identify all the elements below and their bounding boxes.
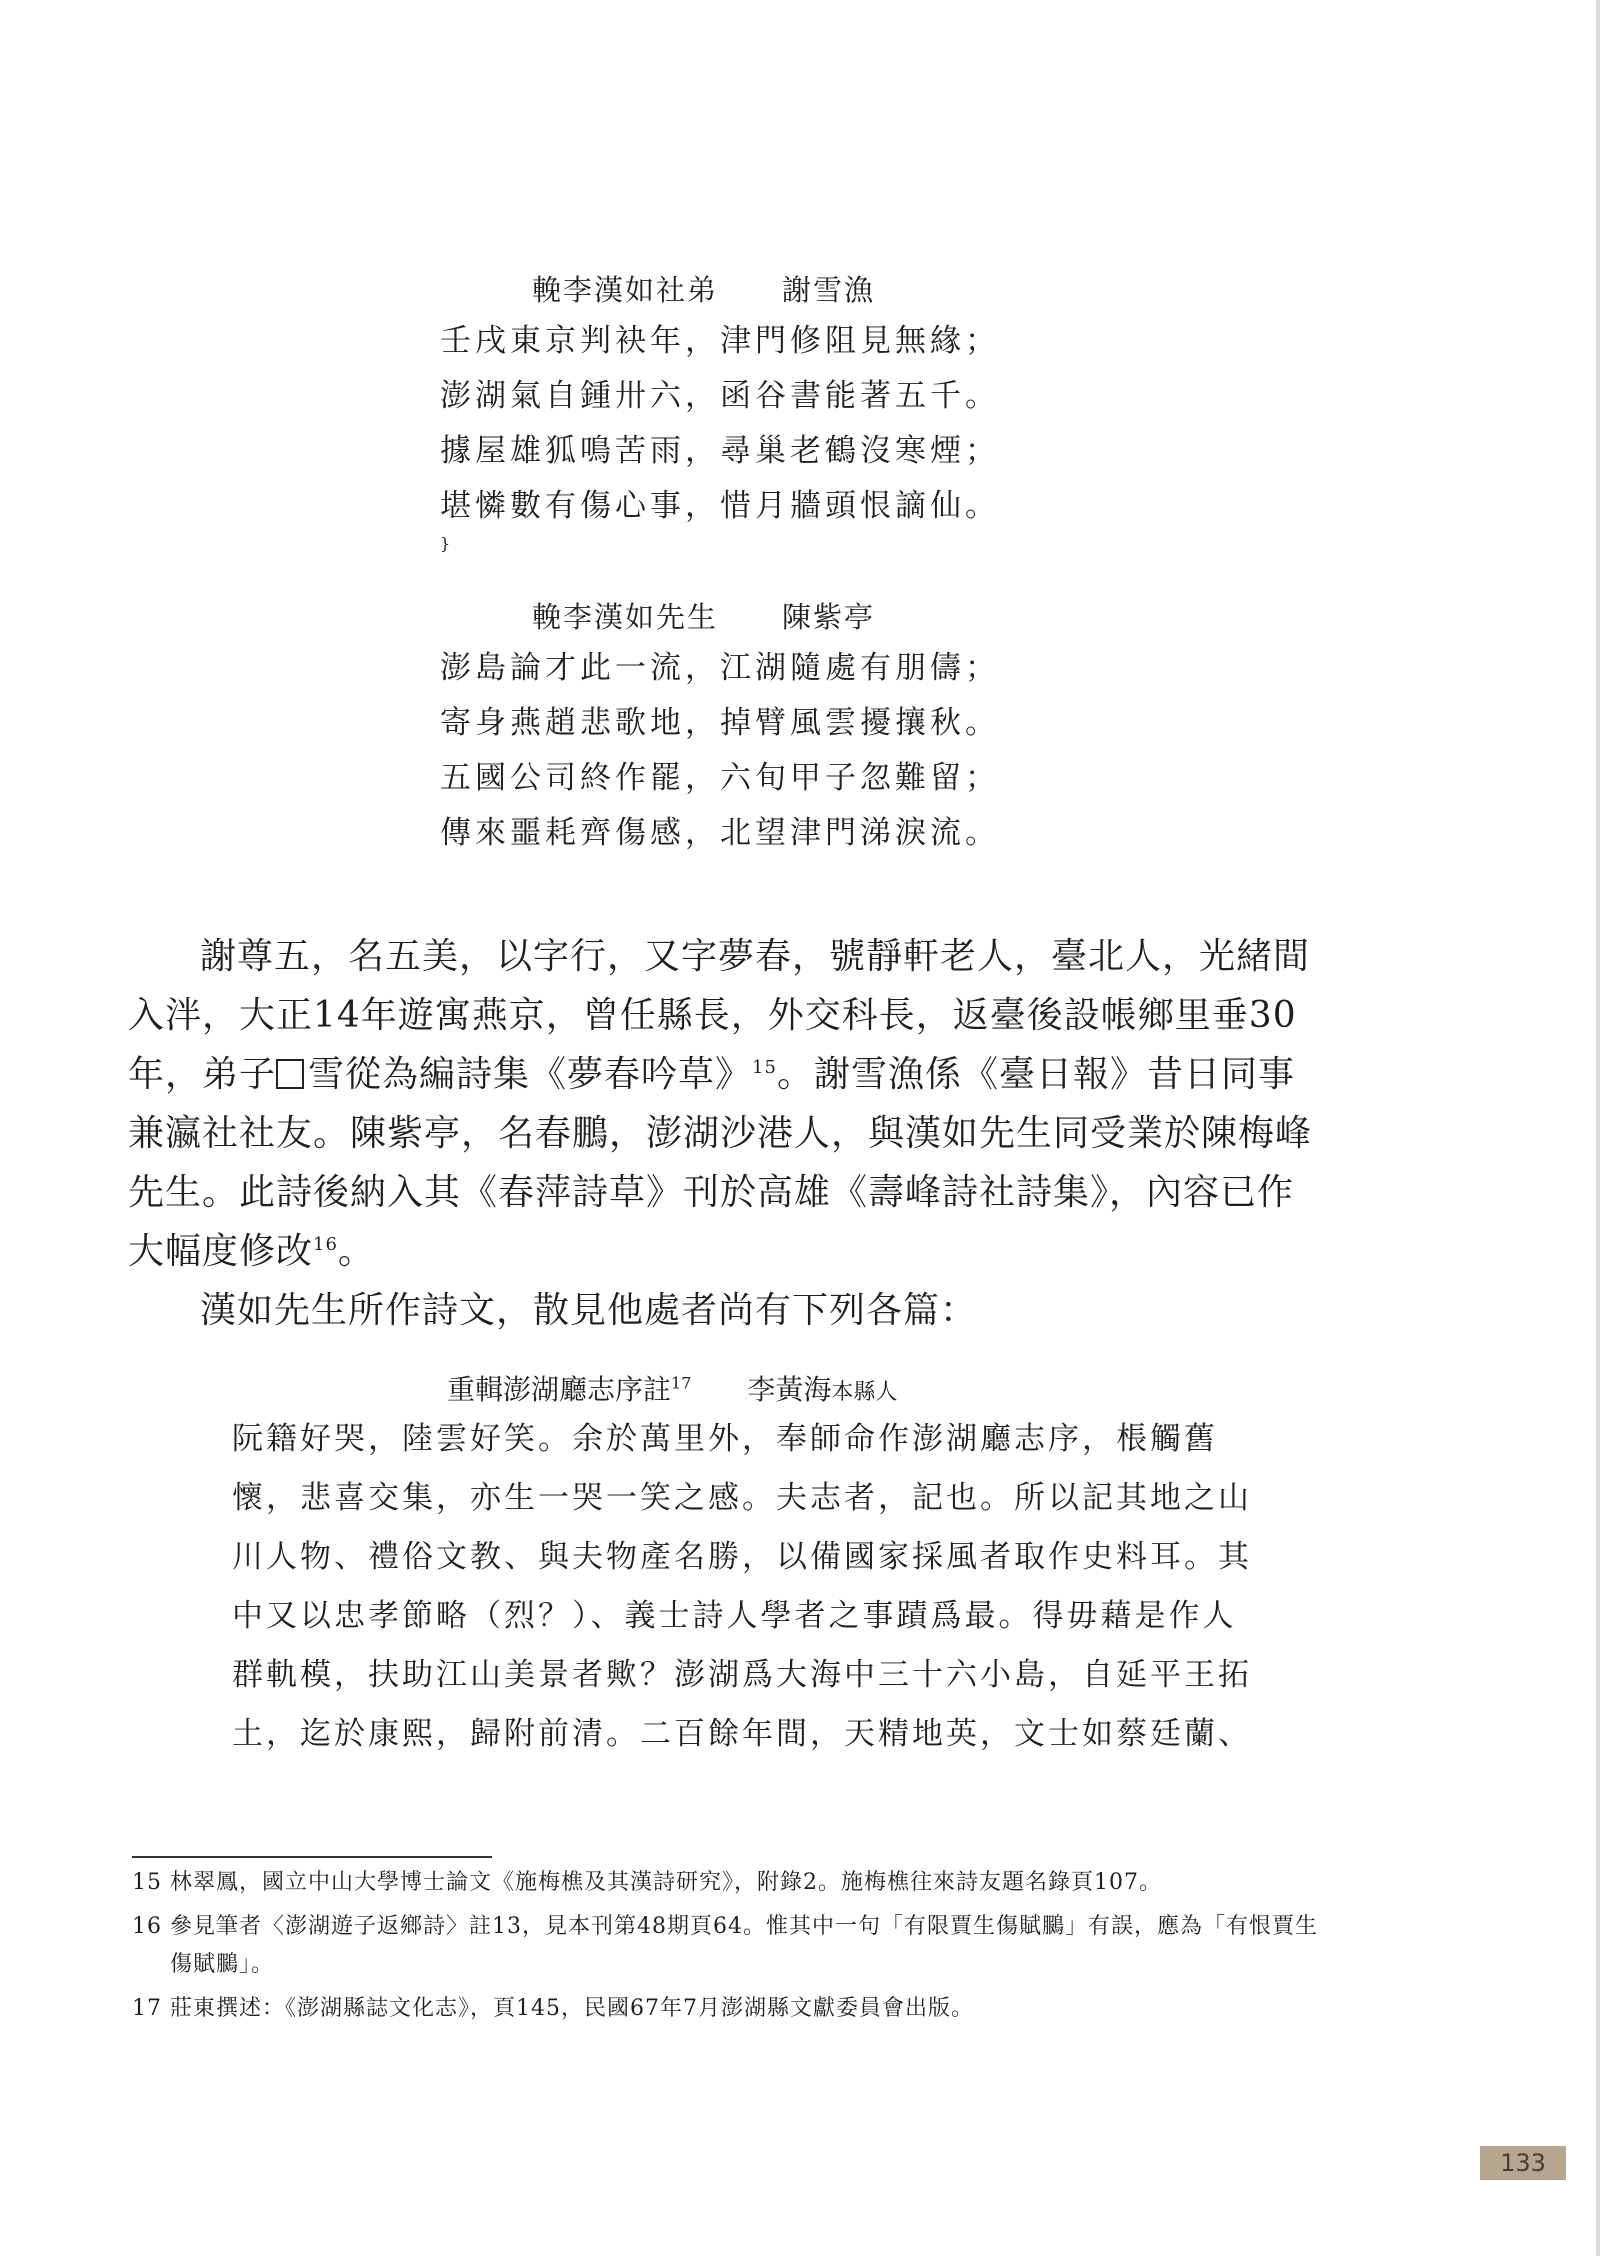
footnote-text: 莊東撰述：《澎湖縣誌文化志》，頁145，民國67年7月澎湖縣文獻委員會出版。	[170, 1996, 974, 2021]
poem-1-line: 壬戌東京判袂年，津門修阻見無緣；	[440, 323, 1000, 359]
poem-1-line: 據屋雄狐鳴苦雨，尋巢老鶴沒寒煙；	[440, 433, 1000, 469]
poem-2-title: 輓李漢如先生	[532, 600, 719, 634]
preface-body	[232, 1410, 1322, 1764]
preface-line: 群軌模，扶助江山美景者歟？澎湖爲大海中三十六小島，自延平王拓	[232, 1657, 1252, 1693]
footnote-number: 17	[132, 1996, 162, 2021]
missing-character-box	[276, 1059, 304, 1089]
poem-1-title: 輓李漢如社弟	[532, 273, 719, 307]
page-edge-shadow	[1596, 0, 1600, 2256]
paragraph-1-part-b: 雪從為編詩集《夢春吟草》	[308, 1054, 753, 1095]
preface-line: 中又以忠孝節略（烈？）、義士詩人學者之事蹟爲最。得毋藉是作人	[232, 1598, 1237, 1634]
poem-2-line: 傳來噩耗齊傷感，北望津門涕淚流。	[440, 815, 1000, 851]
paragraph-1-part-c: 。謝雪漁係《臺日報》昔日同事兼瀛社社友。陳紫亭，名春鵬，澎湖沙港人，與漢如先生同受業於陳梅峰先生。此詩後納入其《春萍詩草》刊於高雄《壽峰詩社詩集》，內容已作大幅度修改	[128, 1054, 1313, 1272]
body-prose	[128, 927, 1314, 1340]
poem-1-line: 澎湖氣自鍾卅六，函谷書能著五千。	[440, 378, 1000, 414]
preface-author: 李黃海	[747, 1373, 832, 1406]
poem-2-line: 五國公司終作罷，六旬甲子忽難留；	[440, 760, 1000, 796]
footnote-number: 16	[132, 1914, 162, 1939]
preface-title: 重輯澎湖廳志序註	[447, 1373, 672, 1406]
footnote-ref-15: 15	[752, 1057, 777, 1078]
footnote-text: 林翠鳳，國立中山大學博士論文《施梅樵及其漢詩研究》，附錄2。施梅樵往來詩友題名錄頁107。	[170, 1870, 1162, 1895]
preface-line: 懷，悲喜交集，亦生一哭一笑之感。夫志者，記也。所以記其地之山	[232, 1480, 1252, 1516]
preface-line: 阮籍好哭，陸雲好笑。余於萬里外，奉師命作澎湖廳志序，棖觸舊	[232, 1421, 1218, 1457]
poem-1: 輓李漢如社弟 謝雪漁 壬戌東京判袂年，津門修阻見無緣； 澎湖氣自鍾卅六，函谷書能著五千。 據屋雄狐鳴苦雨，尋巢老鶴沒寒煙； 堪憐數有傷心事，惜月牆頭恨謫仙。 }	[440, 266, 1080, 553]
poem-1-author: 謝雪漁	[782, 273, 876, 307]
poem-1-line: 堪憐數有傷心事，惜月牆頭恨謫仙。	[440, 488, 1000, 524]
footnote-text: 參見筆者〈澎湖遊子返鄉詩〉註13，見本刊第48期頁64。惟其中一句「有限賈生傷賦鵩」有誤，應為「有恨賈生傷賦鵩」。	[170, 1914, 1318, 1977]
poem-2-author: 陳紫亭	[782, 600, 876, 634]
paragraph-1-part-d: 。	[337, 1231, 375, 1272]
preface-author-note: 本縣人	[831, 1380, 898, 1405]
footnote-17	[132, 1990, 1318, 2028]
poem-2-heading	[440, 593, 1080, 641]
paragraph-1-part-a: 謝尊五，名五美，以字行，又字夢春，號靜軒老人，臺北人，光緒間入泮，大正14年遊寓燕京，曾任縣長，外交科長，返臺後設帳鄉里垂30年，弟子	[128, 936, 1311, 1095]
footnote-divider	[132, 1856, 492, 1858]
footnote-ref-17: 17	[671, 1373, 692, 1393]
footnote-number: 15	[132, 1870, 162, 1895]
preface-heading	[447, 1368, 897, 1408]
page-number: 133	[1480, 2146, 1566, 2180]
preface-line: 川人物、禮俗文教、與夫物產名勝，以備國家採風者取作史料耳。其	[232, 1539, 1252, 1575]
poem-2	[440, 593, 1080, 861]
poem-2-line: 寄身燕趙悲歌地，掉臂風雲擾攘秋。	[440, 705, 1000, 741]
paragraph-2: 漢如先生所作詩文，散見他處者尚有下列各篇：	[200, 1290, 978, 1331]
footnotes	[132, 1864, 1318, 2034]
footnote-16	[132, 1908, 1318, 1984]
poem-1-heading	[440, 266, 1080, 314]
preface-line: 土，迄於康熙，歸附前清。二百餘年間，天精地英，文士如蔡廷蘭、	[232, 1716, 1252, 1752]
footnote-15	[132, 1864, 1318, 1902]
poem-2-line: 澎島論才此一流，江湖隨處有朋儔；	[440, 650, 1000, 686]
footnote-ref-16: 16	[313, 1234, 338, 1255]
paragraph-1	[128, 927, 1314, 1281]
